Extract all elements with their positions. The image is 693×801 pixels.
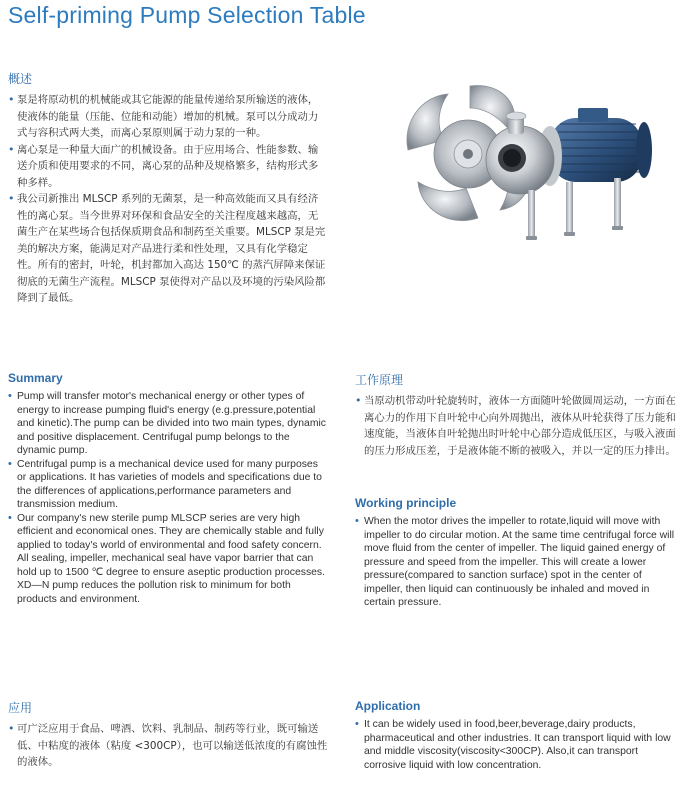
overview-item-1: 泵是将原动机的机械能或其它能源的能量传递给泵所输送的液体，使液体的能量（压能、位能和动能）增加的机械。泵可以分成动力式与容积式两大类，而离心泵原则属于动力泵的一种。 <box>17 94 319 139</box>
list-item <box>8 390 328 458</box>
summary-section <box>8 371 328 606</box>
application-cn-heading: 应用 <box>8 701 33 715</box>
list-item <box>8 191 328 307</box>
application-cn-section <box>8 699 328 771</box>
summary-item-2: Centrifugal pump is a mechanical device used for many purposes or applications. It has varieties of models and specifications due to the differences of applications,performance parameters and transmission medium. <box>17 458 322 510</box>
application-section <box>355 699 677 772</box>
application-cn-list <box>8 721 328 771</box>
summary-heading: Summary <box>8 371 63 385</box>
bullet-dot-icon: • <box>355 515 359 527</box>
list-item <box>8 458 328 512</box>
working-principle-item-1: When the motor drives the impeller to rotate,liquid will move with impeller to do circular motion. At the same time centrifugal force will move fluid from the center of impeller. The liquid gained energy of pressure and speed from the impeller. This will create a lower pressure(compared to sanction surface) spot in the center of impeller, then liquid can continuously be inhaled and moved in certain pressure. <box>364 516 675 608</box>
list-item <box>8 512 328 607</box>
application-heading: Application <box>355 699 421 713</box>
overview-list <box>8 92 328 307</box>
bullet-dot-icon: • <box>8 390 12 402</box>
bullet-dot-icon: • <box>8 457 12 470</box>
working-principle-list <box>355 515 677 610</box>
page-title: Self-priming Pump Selection Table <box>8 2 366 28</box>
working-principle-heading: Working principle <box>355 496 457 510</box>
list-item <box>355 718 677 772</box>
bullet-dot-icon: • <box>355 394 362 407</box>
list-item <box>8 142 328 192</box>
bullet-dot-icon: • <box>355 718 359 730</box>
list-item <box>8 721 328 771</box>
overview-item-3: 我公司新推出 MLSCP 系列的无菌泵，是一种高效能而又具有经济性的离心泵。当今世界对环保和食品安全的关注程度越来越高，无菌生产在某些场合包括保质期食品和制药至关重要。MLSCP 泵是完美的解决方案，能满足对产品进行柔和性处理，又具有化学稳定性。所有的密封，叶轮，机封都加入高达 150℃ 的蒸汽屏障来保证彻底的无菌生产流程。MLSCP 泵使得对产品以及环境的污染风险都降到了最低。 <box>17 193 326 304</box>
working-principle-cn-item-1: 当原动机带动叶轮旋转时，液体一方面随叶轮做圆周运动，一方面在离心力的作用下自叶轮中心向外周抛出，液体从叶轮获得了压力能和速度能，当液体自叶轮抛出时叶轮中心部分造成低压区，与吸入液面的压力形成压差，于是液体能不断的被吸入，并以一定的压力排出。 <box>364 395 676 457</box>
bullet-dot-icon: • <box>8 722 15 735</box>
overview-heading: 概述 <box>8 72 33 86</box>
pump-casing-icon <box>486 112 562 194</box>
working-principle-cn-section <box>355 371 677 459</box>
bullet-dot-icon: • <box>8 93 15 106</box>
summary-item-1: Pump will transfer motor's mechanical energy or other types of energy to increase pumping fluid's energy (e.g.pressure,potential and kinetic).The pump can be divided into two main types, dynamic and positive displacement. Centrifugal pump belongs to the dynamic pump. <box>17 391 326 456</box>
motor-icon <box>550 108 652 182</box>
list-item <box>355 515 677 610</box>
application-item-1: It can be widely used in food,beer,beverage,dairy products, pharmaceutical and other industries. It can transport liquid with low and middle viscosity(viscosity<300CP). Also,it can transport corrosive liquid with low concentration. <box>364 719 671 771</box>
list-item <box>355 393 677 459</box>
working-principle-cn-list <box>355 393 677 459</box>
summary-item-3: Our company's new sterile pump MLSCP series are very high efficient and economical ones. They are chemically stable and fully applied to today's world of environmental and food safety concern. All sealing, impeller, mechanical seal have vapor barrier that can hold up to 1500 ℃ degree to ensure aseptic production processes. XD—N pump reduces the pollution risk to minimum for both products and environment. <box>17 512 326 605</box>
application-list <box>355 718 677 772</box>
bullet-dot-icon: • <box>8 142 15 156</box>
bullet-dot-icon: • <box>8 192 15 205</box>
pump-and-impeller-illustration <box>400 78 660 253</box>
working-principle-cn-heading: 工作原理 <box>355 373 404 387</box>
overview-section <box>8 70 328 307</box>
summary-list <box>8 390 328 606</box>
bullet-dot-icon: • <box>8 511 12 524</box>
overview-item-2: 离心泵是一种量大面广的机械设备。由于应用场合、性能参数、输送介质和使用要求的不同，离心泵的品种及规格繁多，结构形式多种多样。 <box>17 143 319 189</box>
list-item <box>8 92 328 142</box>
working-principle-section <box>355 496 677 610</box>
application-cn-item-1: 可广泛应用于食品、啤酒、饮料、乳制品、制药等行业，既可输送低、中粘度的液体（粘度 <300CP），也可以输送低浓度的有腐蚀性的液体。 <box>17 723 328 768</box>
